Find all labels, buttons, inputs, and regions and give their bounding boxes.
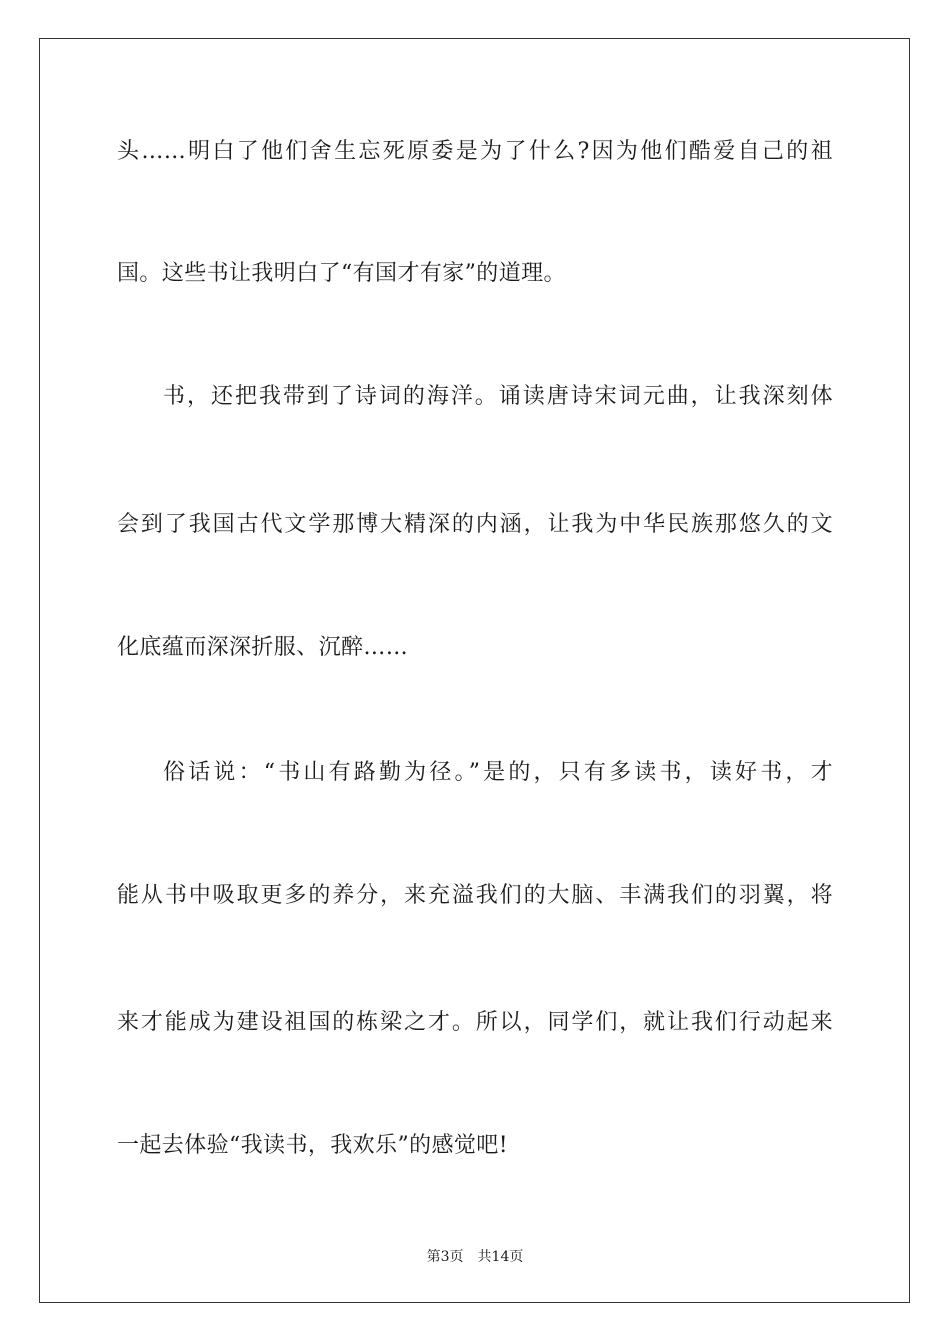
page-footer [0, 1247, 950, 1267]
body-text-line: 一起去体验“我读书，我欢乐”的感觉吧! [117, 1133, 508, 1158]
body-text-line: 国。这些书让我明白了“有国才有家”的道理。 [117, 261, 566, 286]
paragraph-first-line: 书，还把我带到了诗词的海洋。诵读唐诗宋词元曲，让我深刻体 [163, 384, 833, 409]
body-text-line: 来才能成为建设祖国的栋梁之才。所以，同学们，就让我们行动起来 [117, 1010, 833, 1035]
page-number: 第3页 [426, 1249, 464, 1265]
body-text-line: 化底蕴而深深折服、沉醉…… [117, 635, 409, 660]
page-border [39, 38, 910, 1303]
body-text-line: 头……明白了他们舍生忘死原委是为了什么?因为他们酷爱自己的祖 [117, 139, 833, 164]
body-text-line: 能从书中吸取更多的养分，来充溢我们的大脑、丰满我们的羽翼，将 [117, 883, 833, 908]
page-total: 共14页 [477, 1249, 524, 1265]
paragraph-first-line: 俗话说：“书山有路勤为径。”是的，只有多读书，读好书，才 [163, 760, 833, 785]
body-text-line: 会到了我国古代文学那博大精深的内涵，让我为中华民族那悠久的文 [117, 512, 833, 537]
